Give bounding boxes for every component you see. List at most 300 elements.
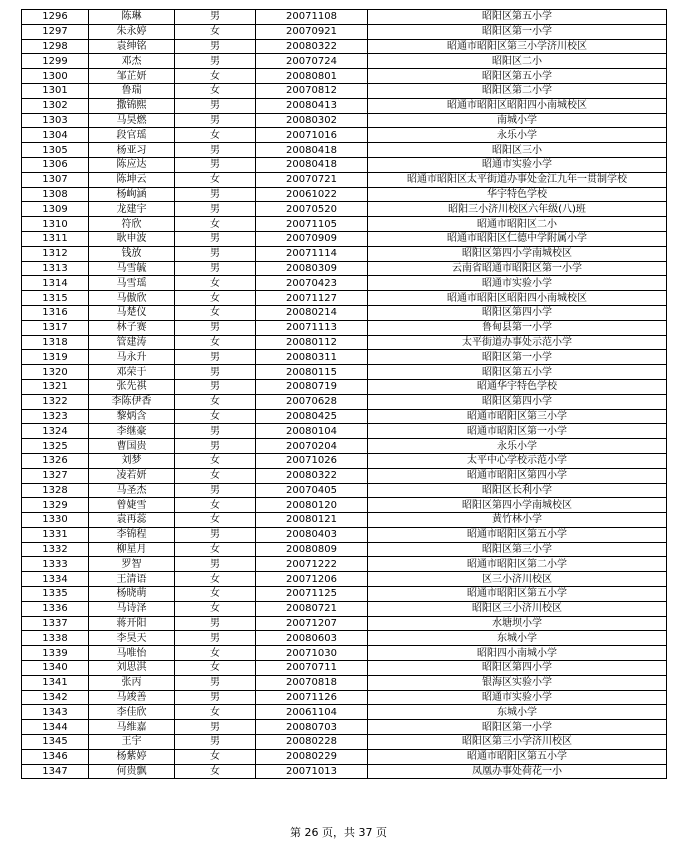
serial-number-cell: 1324 bbox=[22, 424, 89, 439]
gender-cell: 女 bbox=[175, 453, 256, 468]
serial-number-cell: 1299 bbox=[22, 54, 89, 69]
school-cell: 昭阳区第四小学南城校区 bbox=[368, 498, 667, 513]
school-cell: 昭阳区第四小学 bbox=[368, 394, 667, 409]
table-row bbox=[22, 187, 667, 202]
serial-number-cell: 1320 bbox=[22, 365, 89, 380]
school-cell: 南城小学 bbox=[368, 113, 667, 128]
birthdate-cell: 20070812 bbox=[256, 83, 368, 98]
gender-cell: 男 bbox=[175, 157, 256, 172]
gender-cell: 女 bbox=[175, 749, 256, 764]
birthdate-cell: 20071105 bbox=[256, 217, 368, 232]
name-cell: 蒋开阳 bbox=[89, 616, 175, 631]
school-cell: 昭阳三小济川校区六年级(八)班 bbox=[368, 202, 667, 217]
name-cell: 杨晓萌 bbox=[89, 587, 175, 602]
serial-number-cell: 1319 bbox=[22, 350, 89, 365]
name-cell: 马昊燃 bbox=[89, 113, 175, 128]
school-cell: 太平中心学校示范小学 bbox=[368, 453, 667, 468]
table-body bbox=[22, 10, 667, 779]
serial-number-cell: 1312 bbox=[22, 246, 89, 261]
name-cell: 曾婕雪 bbox=[89, 498, 175, 513]
name-cell: 曹国贵 bbox=[89, 439, 175, 454]
school-cell: 昭阳区三小济川校区 bbox=[368, 601, 667, 616]
page-footer: 第 26 页，共 37 页 bbox=[290, 826, 387, 839]
birthdate-cell: 20080309 bbox=[256, 261, 368, 276]
name-cell: 李锦程 bbox=[89, 527, 175, 542]
table-row bbox=[22, 646, 667, 661]
table-row bbox=[22, 113, 667, 128]
birthdate-cell: 20070520 bbox=[256, 202, 368, 217]
birthdate-cell: 20071127 bbox=[256, 291, 368, 306]
name-cell: 杨峋涵 bbox=[89, 187, 175, 202]
gender-cell: 男 bbox=[175, 483, 256, 498]
name-cell: 鲁瑞 bbox=[89, 83, 175, 98]
gender-cell: 女 bbox=[175, 572, 256, 587]
name-cell: 杨亚习 bbox=[89, 143, 175, 158]
birthdate-cell: 20080115 bbox=[256, 365, 368, 380]
school-cell: 昭阳区第五小学 bbox=[368, 365, 667, 380]
table-row bbox=[22, 98, 667, 113]
gender-cell: 男 bbox=[175, 187, 256, 202]
birthdate-cell: 20080228 bbox=[256, 735, 368, 750]
gender-cell: 男 bbox=[175, 261, 256, 276]
name-cell: 管建涛 bbox=[89, 335, 175, 350]
school-cell: 昭阳区第四小学南城校区 bbox=[368, 246, 667, 261]
birthdate-cell: 20070721 bbox=[256, 172, 368, 187]
table-row bbox=[22, 498, 667, 513]
school-cell: 昭通市实验小学 bbox=[368, 690, 667, 705]
birthdate-cell: 20080302 bbox=[256, 113, 368, 128]
birthdate-cell: 20080809 bbox=[256, 542, 368, 557]
serial-number-cell: 1341 bbox=[22, 675, 89, 690]
table-row bbox=[22, 557, 667, 572]
school-cell: 昭通市实验小学 bbox=[368, 157, 667, 172]
school-cell: 昭通市昭阳区昭阳四小南城校区 bbox=[368, 98, 667, 113]
serial-number-cell: 1346 bbox=[22, 749, 89, 764]
table-row bbox=[22, 764, 667, 779]
name-cell: 符欣 bbox=[89, 217, 175, 232]
birthdate-cell: 20071126 bbox=[256, 690, 368, 705]
gender-cell: 男 bbox=[175, 675, 256, 690]
birthdate-cell: 20080120 bbox=[256, 498, 368, 513]
serial-number-cell: 1343 bbox=[22, 705, 89, 720]
birthdate-cell: 20070423 bbox=[256, 276, 368, 291]
serial-number-cell: 1297 bbox=[22, 24, 89, 39]
serial-number-cell: 1342 bbox=[22, 690, 89, 705]
serial-number-cell: 1345 bbox=[22, 735, 89, 750]
gender-cell: 男 bbox=[175, 735, 256, 750]
school-cell: 昭通市昭阳区二小 bbox=[368, 217, 667, 232]
birthdate-cell: 20071222 bbox=[256, 557, 368, 572]
name-cell: 撒锦熙 bbox=[89, 98, 175, 113]
name-cell: 段官瑶 bbox=[89, 128, 175, 143]
gender-cell: 女 bbox=[175, 83, 256, 98]
school-cell: 太平街道办事处示范小学 bbox=[368, 335, 667, 350]
gender-cell: 男 bbox=[175, 320, 256, 335]
birthdate-cell: 20080801 bbox=[256, 69, 368, 84]
table-row bbox=[22, 39, 667, 54]
school-cell: 区三小济川校区 bbox=[368, 572, 667, 587]
gender-cell: 女 bbox=[175, 305, 256, 320]
gender-cell: 男 bbox=[175, 231, 256, 246]
gender-cell: 女 bbox=[175, 661, 256, 676]
name-cell: 黎炳含 bbox=[89, 409, 175, 424]
table-row bbox=[22, 365, 667, 380]
table-row bbox=[22, 749, 667, 764]
school-cell: 永乐小学 bbox=[368, 128, 667, 143]
school-cell: 华宇特色学校 bbox=[368, 187, 667, 202]
table-row bbox=[22, 720, 667, 735]
gender-cell: 女 bbox=[175, 409, 256, 424]
gender-cell: 男 bbox=[175, 365, 256, 380]
gender-cell: 男 bbox=[175, 98, 256, 113]
school-cell: 永乐小学 bbox=[368, 439, 667, 454]
serial-number-cell: 1306 bbox=[22, 157, 89, 172]
school-cell: 昭通市昭阳区仁德中学附属小学 bbox=[368, 231, 667, 246]
gender-cell: 男 bbox=[175, 350, 256, 365]
serial-number-cell: 1328 bbox=[22, 483, 89, 498]
school-cell: 昭通市昭阳区第一小学 bbox=[368, 424, 667, 439]
name-cell: 陈琳 bbox=[89, 10, 175, 25]
school-cell: 东城小学 bbox=[368, 705, 667, 720]
school-cell: 昭阳区长利小学 bbox=[368, 483, 667, 498]
name-cell: 马竣善 bbox=[89, 690, 175, 705]
name-cell: 柳星月 bbox=[89, 542, 175, 557]
table-row bbox=[22, 246, 667, 261]
school-cell: 昭通市昭阳区第二小学 bbox=[368, 557, 667, 572]
birthdate-cell: 20071026 bbox=[256, 453, 368, 468]
birthdate-cell: 20080721 bbox=[256, 601, 368, 616]
serial-number-cell: 1326 bbox=[22, 453, 89, 468]
birthdate-cell: 20080311 bbox=[256, 350, 368, 365]
gender-cell: 男 bbox=[175, 202, 256, 217]
school-cell: 昭阳四小南城小学 bbox=[368, 646, 667, 661]
gender-cell: 女 bbox=[175, 24, 256, 39]
gender-cell: 女 bbox=[175, 291, 256, 306]
name-cell: 朱永婷 bbox=[89, 24, 175, 39]
name-cell: 马楚仪 bbox=[89, 305, 175, 320]
serial-number-cell: 1321 bbox=[22, 379, 89, 394]
name-cell: 邹芷妍 bbox=[89, 69, 175, 84]
school-cell: 昭阳区第三小学 bbox=[368, 542, 667, 557]
table-row bbox=[22, 587, 667, 602]
gender-cell: 男 bbox=[175, 690, 256, 705]
serial-number-cell: 1315 bbox=[22, 291, 89, 306]
name-cell: 张丙 bbox=[89, 675, 175, 690]
school-cell: 凤凰办事处荷花一小 bbox=[368, 764, 667, 779]
name-cell: 龙建宇 bbox=[89, 202, 175, 217]
school-cell: 昭通市昭阳区第三小学济川校区 bbox=[368, 39, 667, 54]
name-cell: 李昊天 bbox=[89, 631, 175, 646]
name-cell: 袁再蕊 bbox=[89, 513, 175, 528]
serial-number-cell: 1310 bbox=[22, 217, 89, 232]
birthdate-cell: 20070921 bbox=[256, 24, 368, 39]
birthdate-cell: 20071108 bbox=[256, 10, 368, 25]
birthdate-cell: 20070724 bbox=[256, 54, 368, 69]
birthdate-cell: 20080603 bbox=[256, 631, 368, 646]
table-row bbox=[22, 128, 667, 143]
serial-number-cell: 1329 bbox=[22, 498, 89, 513]
table-row bbox=[22, 394, 667, 409]
serial-number-cell: 1332 bbox=[22, 542, 89, 557]
table-row bbox=[22, 305, 667, 320]
gender-cell: 女 bbox=[175, 705, 256, 720]
serial-number-cell: 1333 bbox=[22, 557, 89, 572]
school-cell: 昭通市昭阳区第三小学 bbox=[368, 409, 667, 424]
serial-number-cell: 1347 bbox=[22, 764, 89, 779]
birthdate-cell: 20070909 bbox=[256, 231, 368, 246]
serial-number-cell: 1318 bbox=[22, 335, 89, 350]
gender-cell: 女 bbox=[175, 172, 256, 187]
table-row bbox=[22, 10, 667, 25]
gender-cell: 女 bbox=[175, 542, 256, 557]
name-cell: 邓杰 bbox=[89, 54, 175, 69]
birthdate-cell: 20071016 bbox=[256, 128, 368, 143]
school-cell: 昭阳区第一小学 bbox=[368, 720, 667, 735]
school-cell: 昭通市昭阳区第五小学 bbox=[368, 527, 667, 542]
name-cell: 陈坤云 bbox=[89, 172, 175, 187]
school-cell: 东城小学 bbox=[368, 631, 667, 646]
serial-number-cell: 1316 bbox=[22, 305, 89, 320]
gender-cell: 女 bbox=[175, 764, 256, 779]
serial-number-cell: 1300 bbox=[22, 69, 89, 84]
serial-number-cell: 1337 bbox=[22, 616, 89, 631]
serial-number-cell: 1338 bbox=[22, 631, 89, 646]
gender-cell: 男 bbox=[175, 143, 256, 158]
name-cell: 马诗泽 bbox=[89, 601, 175, 616]
table-row bbox=[22, 527, 667, 542]
name-cell: 马雪毓 bbox=[89, 261, 175, 276]
gender-cell: 女 bbox=[175, 498, 256, 513]
birthdate-cell: 20071207 bbox=[256, 616, 368, 631]
serial-number-cell: 1317 bbox=[22, 320, 89, 335]
serial-number-cell: 1303 bbox=[22, 113, 89, 128]
gender-cell: 男 bbox=[175, 113, 256, 128]
serial-number-cell: 1305 bbox=[22, 143, 89, 158]
serial-number-cell: 1311 bbox=[22, 231, 89, 246]
name-cell: 杨紫婷 bbox=[89, 749, 175, 764]
serial-number-cell: 1339 bbox=[22, 646, 89, 661]
school-cell: 昭阳区第二小学 bbox=[368, 83, 667, 98]
gender-cell: 男 bbox=[175, 720, 256, 735]
birthdate-cell: 20080719 bbox=[256, 379, 368, 394]
table-row bbox=[22, 231, 667, 246]
birthdate-cell: 20080425 bbox=[256, 409, 368, 424]
name-cell: 张先祺 bbox=[89, 379, 175, 394]
birthdate-cell: 20080413 bbox=[256, 98, 368, 113]
table-row bbox=[22, 54, 667, 69]
gender-cell: 女 bbox=[175, 394, 256, 409]
serial-number-cell: 1301 bbox=[22, 83, 89, 98]
name-cell: 林子赛 bbox=[89, 320, 175, 335]
name-cell: 刘思淇 bbox=[89, 661, 175, 676]
table-row bbox=[22, 291, 667, 306]
table-row bbox=[22, 143, 667, 158]
serial-number-cell: 1323 bbox=[22, 409, 89, 424]
serial-number-cell: 1296 bbox=[22, 10, 89, 25]
table-row bbox=[22, 453, 667, 468]
school-cell: 昭阳区第一小学 bbox=[368, 350, 667, 365]
school-cell: 昭阳区二小 bbox=[368, 54, 667, 69]
birthdate-cell: 20071206 bbox=[256, 572, 368, 587]
birthdate-cell: 20080104 bbox=[256, 424, 368, 439]
birthdate-cell: 20080418 bbox=[256, 157, 368, 172]
school-cell: 昭阳区第五小学 bbox=[368, 10, 667, 25]
serial-number-cell: 1340 bbox=[22, 661, 89, 676]
gender-cell: 女 bbox=[175, 468, 256, 483]
name-cell: 马唯怡 bbox=[89, 646, 175, 661]
table-row bbox=[22, 83, 667, 98]
gender-cell: 男 bbox=[175, 39, 256, 54]
serial-number-cell: 1298 bbox=[22, 39, 89, 54]
serial-number-cell: 1336 bbox=[22, 601, 89, 616]
school-cell: 昭阳区第一小学 bbox=[368, 24, 667, 39]
gender-cell: 女 bbox=[175, 128, 256, 143]
table-row bbox=[22, 261, 667, 276]
birthdate-cell: 20061022 bbox=[256, 187, 368, 202]
name-cell: 耿申波 bbox=[89, 231, 175, 246]
school-cell: 昭通市实验小学 bbox=[368, 276, 667, 291]
gender-cell: 男 bbox=[175, 439, 256, 454]
gender-cell: 男 bbox=[175, 527, 256, 542]
school-cell: 昭通华宇特色学校 bbox=[368, 379, 667, 394]
table-row bbox=[22, 513, 667, 528]
serial-number-cell: 1302 bbox=[22, 98, 89, 113]
name-cell: 钱放 bbox=[89, 246, 175, 261]
serial-number-cell: 1335 bbox=[22, 587, 89, 602]
name-cell: 凌若妍 bbox=[89, 468, 175, 483]
table-row bbox=[22, 661, 667, 676]
name-cell: 马维嘉 bbox=[89, 720, 175, 735]
table-row bbox=[22, 379, 667, 394]
name-cell: 李陈伊香 bbox=[89, 394, 175, 409]
birthdate-cell: 20080703 bbox=[256, 720, 368, 735]
serial-number-cell: 1344 bbox=[22, 720, 89, 735]
table-row bbox=[22, 690, 667, 705]
name-cell: 马傲欣 bbox=[89, 291, 175, 306]
table-row bbox=[22, 735, 667, 750]
gender-cell: 男 bbox=[175, 246, 256, 261]
birthdate-cell: 20070628 bbox=[256, 394, 368, 409]
name-cell: 马圣杰 bbox=[89, 483, 175, 498]
table-row bbox=[22, 320, 667, 335]
school-cell: 昭阳区第三小学济川校区 bbox=[368, 735, 667, 750]
gender-cell: 男 bbox=[175, 631, 256, 646]
table-row bbox=[22, 172, 667, 187]
gender-cell: 男 bbox=[175, 54, 256, 69]
table-row bbox=[22, 572, 667, 587]
gender-cell: 男 bbox=[175, 557, 256, 572]
school-cell: 昭通市昭阳区昭阳四小南城校区 bbox=[368, 291, 667, 306]
school-cell: 水塘坝小学 bbox=[368, 616, 667, 631]
birthdate-cell: 20071113 bbox=[256, 320, 368, 335]
table-row bbox=[22, 157, 667, 172]
birthdate-cell: 20071013 bbox=[256, 764, 368, 779]
serial-number-cell: 1322 bbox=[22, 394, 89, 409]
serial-number-cell: 1314 bbox=[22, 276, 89, 291]
gender-cell: 女 bbox=[175, 513, 256, 528]
table-row bbox=[22, 601, 667, 616]
table-row bbox=[22, 705, 667, 720]
gender-cell: 女 bbox=[175, 335, 256, 350]
birthdate-cell: 20080322 bbox=[256, 39, 368, 54]
school-cell: 昭通市昭阳区第五小学 bbox=[368, 749, 667, 764]
table-row bbox=[22, 483, 667, 498]
birthdate-cell: 20070405 bbox=[256, 483, 368, 498]
birthdate-cell: 20080418 bbox=[256, 143, 368, 158]
birthdate-cell: 20080214 bbox=[256, 305, 368, 320]
table-row bbox=[22, 276, 667, 291]
gender-cell: 男 bbox=[175, 379, 256, 394]
school-cell: 昭通市昭阳区太平街道办事处金江九年一贯制学校 bbox=[368, 172, 667, 187]
name-cell: 袁绅铭 bbox=[89, 39, 175, 54]
serial-number-cell: 1331 bbox=[22, 527, 89, 542]
school-cell: 黄竹林小学 bbox=[368, 513, 667, 528]
birthdate-cell: 20080112 bbox=[256, 335, 368, 350]
birthdate-cell: 20070711 bbox=[256, 661, 368, 676]
serial-number-cell: 1325 bbox=[22, 439, 89, 454]
school-cell: 昭通市昭阳区第四小学 bbox=[368, 468, 667, 483]
name-cell: 李继豪 bbox=[89, 424, 175, 439]
serial-number-cell: 1309 bbox=[22, 202, 89, 217]
name-cell: 马雪瑶 bbox=[89, 276, 175, 291]
name-cell: 刘梦 bbox=[89, 453, 175, 468]
table-row bbox=[22, 468, 667, 483]
table-row bbox=[22, 350, 667, 365]
table-row bbox=[22, 542, 667, 557]
table-row bbox=[22, 335, 667, 350]
gender-cell: 女 bbox=[175, 646, 256, 661]
table-row bbox=[22, 202, 667, 217]
name-cell: 陈应达 bbox=[89, 157, 175, 172]
table-row bbox=[22, 24, 667, 39]
serial-number-cell: 1327 bbox=[22, 468, 89, 483]
school-cell: 昭阳区第四小学 bbox=[368, 305, 667, 320]
school-cell: 昭阳区第四小学 bbox=[368, 661, 667, 676]
table-row bbox=[22, 631, 667, 646]
birthdate-cell: 20071125 bbox=[256, 587, 368, 602]
table-row bbox=[22, 409, 667, 424]
serial-number-cell: 1307 bbox=[22, 172, 89, 187]
school-cell: 银海区实验小学 bbox=[368, 675, 667, 690]
table-row bbox=[22, 616, 667, 631]
birthdate-cell: 20080322 bbox=[256, 468, 368, 483]
table-row bbox=[22, 217, 667, 232]
table-row bbox=[22, 675, 667, 690]
gender-cell: 女 bbox=[175, 601, 256, 616]
birthdate-cell: 20061104 bbox=[256, 705, 368, 720]
gender-cell: 女 bbox=[175, 276, 256, 291]
gender-cell: 男 bbox=[175, 10, 256, 25]
serial-number-cell: 1334 bbox=[22, 572, 89, 587]
name-cell: 王清语 bbox=[89, 572, 175, 587]
birthdate-cell: 20080229 bbox=[256, 749, 368, 764]
name-cell: 罗智 bbox=[89, 557, 175, 572]
serial-number-cell: 1313 bbox=[22, 261, 89, 276]
name-cell: 马永升 bbox=[89, 350, 175, 365]
school-cell: 昭阳区第五小学 bbox=[368, 69, 667, 84]
table-row bbox=[22, 424, 667, 439]
birthdate-cell: 20071114 bbox=[256, 246, 368, 261]
school-cell: 昭阳区三小 bbox=[368, 143, 667, 158]
table-row bbox=[22, 69, 667, 84]
school-cell: 云南省昭通市昭阳区第一小学 bbox=[368, 261, 667, 276]
serial-number-cell: 1330 bbox=[22, 513, 89, 528]
gender-cell: 男 bbox=[175, 616, 256, 631]
name-cell: 何贵飘 bbox=[89, 764, 175, 779]
serial-number-cell: 1308 bbox=[22, 187, 89, 202]
name-cell: 邓荣于 bbox=[89, 365, 175, 380]
table-row bbox=[22, 439, 667, 454]
